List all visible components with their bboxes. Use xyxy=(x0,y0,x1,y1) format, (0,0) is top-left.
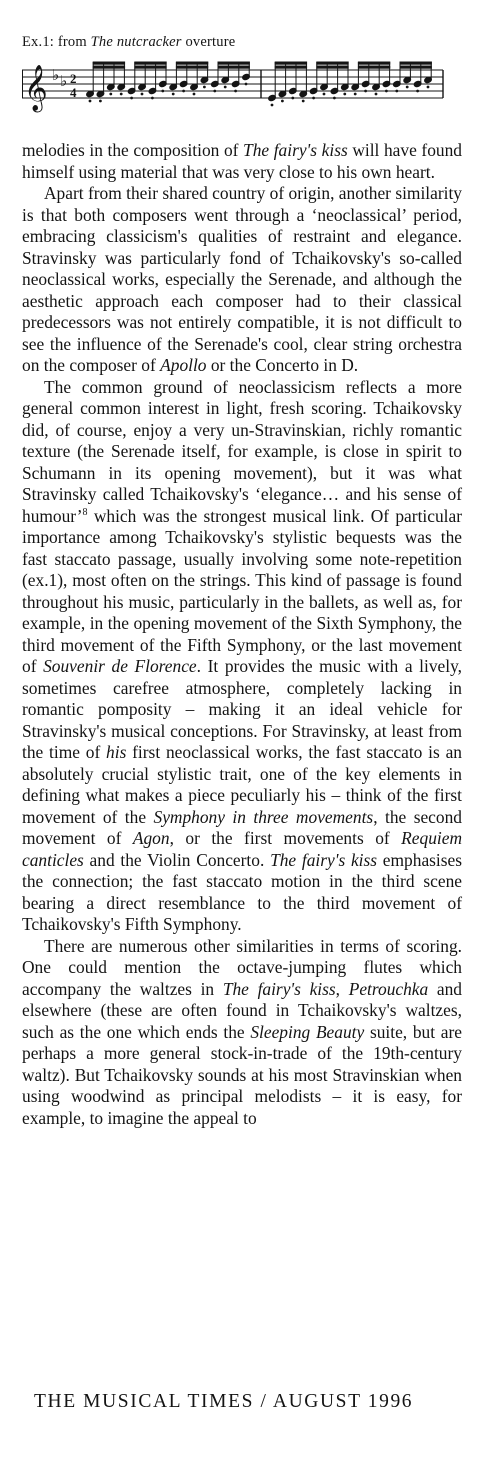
staccato-dot xyxy=(172,93,174,95)
italic-title: Souvenir de Florence xyxy=(43,656,197,676)
staccato-dot xyxy=(417,90,419,92)
italic-title: his xyxy=(106,742,127,762)
note-beam xyxy=(317,62,348,64)
music-example-staff xyxy=(22,58,447,116)
text-run: emphasises the connection; the fast staccato motion in the third scene bearing a direct resemblance to the third movement of Tchaikovsky's Fifth Symphony. xyxy=(22,849,463,934)
staccato-dot xyxy=(375,93,377,95)
example-suffix: overture xyxy=(185,34,236,50)
text-run: There are numerous other similarities in terms of scoring. One could mention the octave-jumping flutes which accompany the waltzes in xyxy=(22,935,462,999)
flat-sign-icon: ♭ xyxy=(60,72,68,90)
paragraph xyxy=(22,377,462,936)
staccato-dot xyxy=(292,97,294,99)
note-beam xyxy=(135,62,166,64)
note-beam xyxy=(93,66,124,68)
staccato-dot xyxy=(100,100,102,102)
staccato-dot xyxy=(344,93,346,95)
staccato-dot xyxy=(334,97,336,99)
italic-title: The fairy's kiss xyxy=(222,978,336,999)
staccato-dot xyxy=(183,90,185,92)
paragraph xyxy=(22,140,462,183)
note-beam xyxy=(400,62,431,64)
page-footer: THE MUSICAL TIMES / AUGUST 1996 xyxy=(34,1391,414,1412)
staccato-dot xyxy=(193,93,195,95)
note-beam xyxy=(400,66,431,68)
note-beam xyxy=(176,66,207,68)
staccato-dot xyxy=(141,93,143,95)
staccato-dot xyxy=(406,86,408,88)
article-body xyxy=(22,140,462,1129)
italic-title: Apollo xyxy=(160,355,207,375)
text-run: which was the strongest musical link. Of particular importance among Tchaikovsky's stylistic bequests was the fast staccato passage, usually involving some note-repetition (ex.1), most often on the strings. This kind of passage is found throughout his music, particularly in the ballets, as well as, for example, in the opening movement of the Sixth Symphony, the third movement of the Fifth Symphony, or the last movement of xyxy=(22,505,462,676)
flat-sign-icon: ♭ xyxy=(52,66,60,84)
text-run: Apart from their shared country of origin, another similarity is that both composers went through a ‘neoclassical’ period, embracing classicism's qualities of restraint and elegance. Stravinsky was particularly fond of Tchaikovsky's so-called neoclassical works, especially the Serenade, and although the aesthetic approach each composer had to their classical predecessors was not entirely compatible, it is not difficult to see the influence of the Serenade's cool, clear string orchestra on the composer of xyxy=(22,183,462,375)
example-label: Ex.1: from xyxy=(22,34,87,50)
italic-title: The fairy's kiss xyxy=(270,849,378,870)
text-run: will have found himself using material that was very close to his own heart. xyxy=(22,140,462,182)
italic-title: Petrouchka xyxy=(348,978,429,999)
staccato-dot xyxy=(235,90,237,92)
paragraph xyxy=(22,183,462,377)
note-beam xyxy=(275,62,306,64)
text-run: , or the first movements of xyxy=(169,828,402,848)
note-beam xyxy=(358,66,389,68)
text-run: and the Violin Concerto. xyxy=(83,849,271,870)
note-beam xyxy=(218,66,249,68)
staccato-dot xyxy=(224,86,226,88)
staccato-dot xyxy=(271,104,273,106)
staccato-dot xyxy=(162,90,164,92)
italic-title: Sleeping Beauty xyxy=(250,1021,365,1042)
paragraph xyxy=(22,936,462,1130)
staccato-dot xyxy=(89,100,91,102)
example-caption xyxy=(22,34,235,51)
text-run: first neoclassical works, the fast staccato is an absolutely crucial stylistic trait, one of the key elements in defining what makes a piece peculiarly his – think of the first movement of the xyxy=(22,742,462,827)
example-work-title: The nutcracker xyxy=(90,34,182,50)
note-beam xyxy=(275,66,306,68)
time-signature-bottom: 4 xyxy=(70,85,77,100)
staccato-dot xyxy=(131,97,133,99)
staccato-dot xyxy=(152,97,154,99)
text-run: and elsewhere (these are often found in Tchaikovsky's waltzes, such as the one which ends the xyxy=(22,978,463,1042)
staccato-dot xyxy=(214,90,216,92)
text-run: melodies in the composition of xyxy=(22,140,244,160)
text-run: , xyxy=(335,978,349,999)
text-run: , the second movement of xyxy=(22,806,462,848)
note-beam xyxy=(317,66,348,68)
staccato-dot xyxy=(323,93,325,95)
note-beam xyxy=(135,66,166,68)
staccato-dot xyxy=(396,90,398,92)
note-beam xyxy=(218,62,249,64)
staccato-dot xyxy=(110,93,112,95)
italic-title: Symphony in three movements xyxy=(153,806,374,827)
note-beam xyxy=(176,62,207,64)
staccato-dot xyxy=(354,93,356,95)
staccato-dot xyxy=(365,90,367,92)
text-run: or the Concerto in D. xyxy=(206,355,359,375)
staccato-dot xyxy=(282,100,284,102)
text-run: . It provides the music with a lively, sometimes carefree atmosphere, completely lacking in romantic pomposity – making it an ideal vehicle for Stravinsky's musical conceptions. For Stravinsky, at least from the time of xyxy=(22,656,462,762)
text-run: The common ground of neoclassicism reflects a more general common interest in light, fresh scoring. Tchaikovsky did, of course, enjoy a very un-Stravinskian, richly romantic texture (the Serenade itself, for example, is close in spirit to Schumann in its opening movement), but it was what Stravinsky called Tchaikovsky's ‘elegance… and his sense of humour’ xyxy=(22,376,462,526)
note-beam xyxy=(93,62,124,64)
staccato-dot xyxy=(427,86,429,88)
footnote-ref: 8 xyxy=(82,506,88,518)
time-signature-top: 2 xyxy=(70,71,77,86)
treble-clef-icon: 𝄞 xyxy=(24,65,48,111)
staccato-dot xyxy=(245,83,247,85)
italic-title: Requiem canticles xyxy=(22,828,462,870)
italic-title: Agon xyxy=(132,828,170,848)
staccato-dot xyxy=(302,100,304,102)
note-beam xyxy=(358,62,389,64)
italic-title: The fairy's kiss xyxy=(243,140,348,160)
staccato-dot xyxy=(120,93,122,95)
staccato-dot xyxy=(313,97,315,99)
staccato-dot xyxy=(204,86,206,88)
staccato-dot xyxy=(386,90,388,92)
text-run: suite, but are perhaps a more general stock-in-trade of the 19th-century waltz). But Tchaikovsky sounds at his most Stravinskian when using woodwind as principal melodists – it is easy, for example, to imagine the appeal to xyxy=(22,1021,463,1128)
